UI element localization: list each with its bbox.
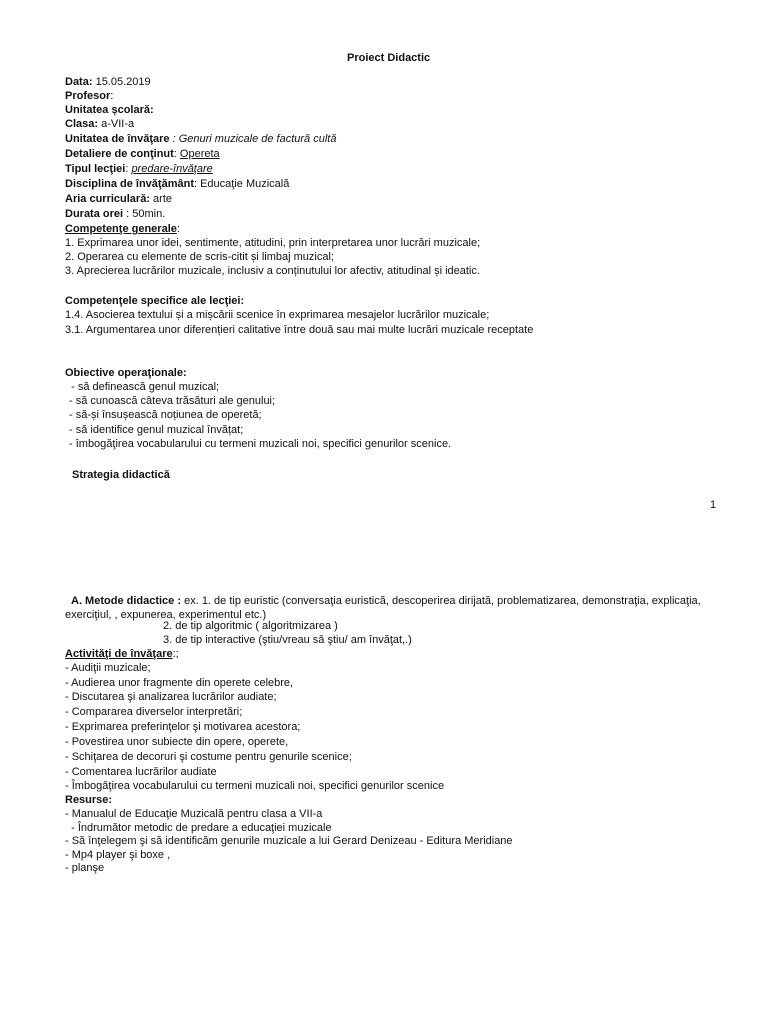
list-item: - Povestirea unor subiecte din opere, operete, xyxy=(65,736,289,748)
heading-text: Competenţe generale xyxy=(65,223,177,235)
list-item: - Mp4 player şi boxe , xyxy=(65,849,171,861)
list-item: 1.4. Asocierea textului și a mișcării scenice în exprimarea mesajelor lucrărilor muzicale; xyxy=(65,309,490,321)
field-clasa xyxy=(65,118,134,132)
field-disciplina xyxy=(65,178,289,192)
field-value-prefix: : xyxy=(125,163,132,175)
metode-label: A. Metode didactice : xyxy=(71,595,182,607)
list-item: - să-și însușească noțiunea de operetă; xyxy=(69,409,262,421)
list-item: - Schiţarea de decoruri şi costume pentru genurile scenice; xyxy=(65,751,352,763)
list-item: 3.1. Argumentarea unor diferențieri calitative între două sau mai multe lucrări muzicale receptate xyxy=(65,324,534,336)
field-aria-curriculara xyxy=(65,193,172,207)
field-value: 15.05.2019 xyxy=(92,76,151,88)
field-value: predare-învăţare xyxy=(131,163,213,175)
field-label: Durata orei xyxy=(65,208,124,220)
field-value: Opereta xyxy=(179,148,220,160)
heading-suffix: :; xyxy=(172,648,179,660)
list-item: - Să înţelegem şi să identificăm genurile muzicale a lui Gerard Denizeau - Editura Meridiane xyxy=(65,835,513,847)
field-durata xyxy=(65,208,165,222)
competente-specifice-heading: Competenţele specifice ale lecţiei: xyxy=(65,295,245,307)
document-title: Proiect Didactic xyxy=(347,52,431,64)
list-item: - să identifice genul muzical învățat; xyxy=(69,424,244,436)
field-label: Tipul lecţiei xyxy=(65,163,126,175)
list-item: - Îndrumător metodic de predare a educaţiei muzicale xyxy=(65,822,332,834)
metode-line-2: 2. de tip algoritmic ( algoritmizarea ) xyxy=(163,620,338,632)
list-item: - să cunoască câteva trăsături ale genului; xyxy=(69,395,276,407)
list-item: 2. Operarea cu elemente de scris-citit și limbaj muzical; xyxy=(65,251,334,263)
list-item: - să definească genul muzical; xyxy=(65,381,220,393)
list-item: - Manualul de Educaţie Muzicală pentru clasa a VII-a xyxy=(65,808,323,820)
list-item: - Discutarea şi analizarea lucrărilor audiate; xyxy=(65,691,277,703)
list-item: 3. Aprecierea lucrărilor muzicale, inclusiv a conținutului lor afectiv, atitudinal și ideatic. xyxy=(65,265,480,277)
field-value-prefix: : xyxy=(173,148,180,160)
page-number: 1 xyxy=(710,499,717,511)
list-item: - îmbogăţirea vocabularului cu termeni muzicali noi, specifici genurilor scenice. xyxy=(69,438,452,450)
resurse-heading: Resurse: xyxy=(65,794,113,806)
metode-line-3: 3. de tip interactive (ştiu/vreau să ştiu/ am învăţat,.) xyxy=(163,634,412,646)
list-item: 1. Exprimarea unor idei, sentimente, atitudini, prin interpretarea unor lucrări muzicale; xyxy=(65,237,481,249)
field-profesor xyxy=(65,90,113,104)
strategia-heading: Strategia didactică xyxy=(72,469,170,481)
list-item: - Îmbogăţirea vocabularului cu termeni muzicali noi, specifici genurilor scenice xyxy=(65,780,445,792)
heading-suffix: : xyxy=(176,223,180,235)
field-value: : Educaţie Muzicală xyxy=(193,178,290,190)
field-data xyxy=(65,76,151,90)
field-tipul-lectiei xyxy=(65,163,213,177)
field-label: Detaliere de conţinut xyxy=(65,148,174,160)
field-value: : 50min. xyxy=(123,208,166,220)
list-item: - Compararea diverselor interpretări; xyxy=(65,706,243,718)
field-unitatea-invatare xyxy=(65,133,336,147)
list-item: - Audiţii muzicale; xyxy=(65,662,151,674)
field-detaliere xyxy=(65,148,220,162)
field-label: Clasa: xyxy=(65,118,99,130)
field-unitatea-scolara xyxy=(65,104,154,118)
field-label: Aria curriculară: xyxy=(65,193,150,205)
field-label: Unitatea școlară: xyxy=(65,104,154,116)
field-value: : Genuri muzicale de factură cultă xyxy=(169,133,337,145)
field-value: a-VII-a xyxy=(98,118,135,130)
heading-text: Activităţi de învăţare xyxy=(65,648,173,660)
activitati-heading xyxy=(65,648,179,662)
competente-generale-heading xyxy=(65,223,180,237)
metode-text: ex. 1. de tip euristic (conversaţia euristică, descoperirea dirijată, problematizarea, demonstraţia, explicaţia, exerciţiul, , expunerea, experimentul etc.) xyxy=(65,595,701,621)
list-item: - Exprimarea preferinţelor şi motivarea acestora; xyxy=(65,721,301,733)
field-label: Data: xyxy=(65,76,93,88)
obiective-heading: Obiective operaţionale: xyxy=(65,367,187,379)
field-value: : xyxy=(110,90,114,102)
field-label: Disciplina de învăţământ xyxy=(65,178,194,190)
field-label: Unitatea de învăţare xyxy=(65,133,170,145)
metode-paragraph xyxy=(65,595,715,622)
field-value: arte xyxy=(149,193,172,205)
list-item: - Comentarea lucrărilor audiate xyxy=(65,766,217,778)
field-label: Profesor xyxy=(65,90,111,102)
list-item: - planşe xyxy=(65,862,105,874)
list-item: - Audierea unor fragmente din operete celebre, xyxy=(65,677,294,689)
